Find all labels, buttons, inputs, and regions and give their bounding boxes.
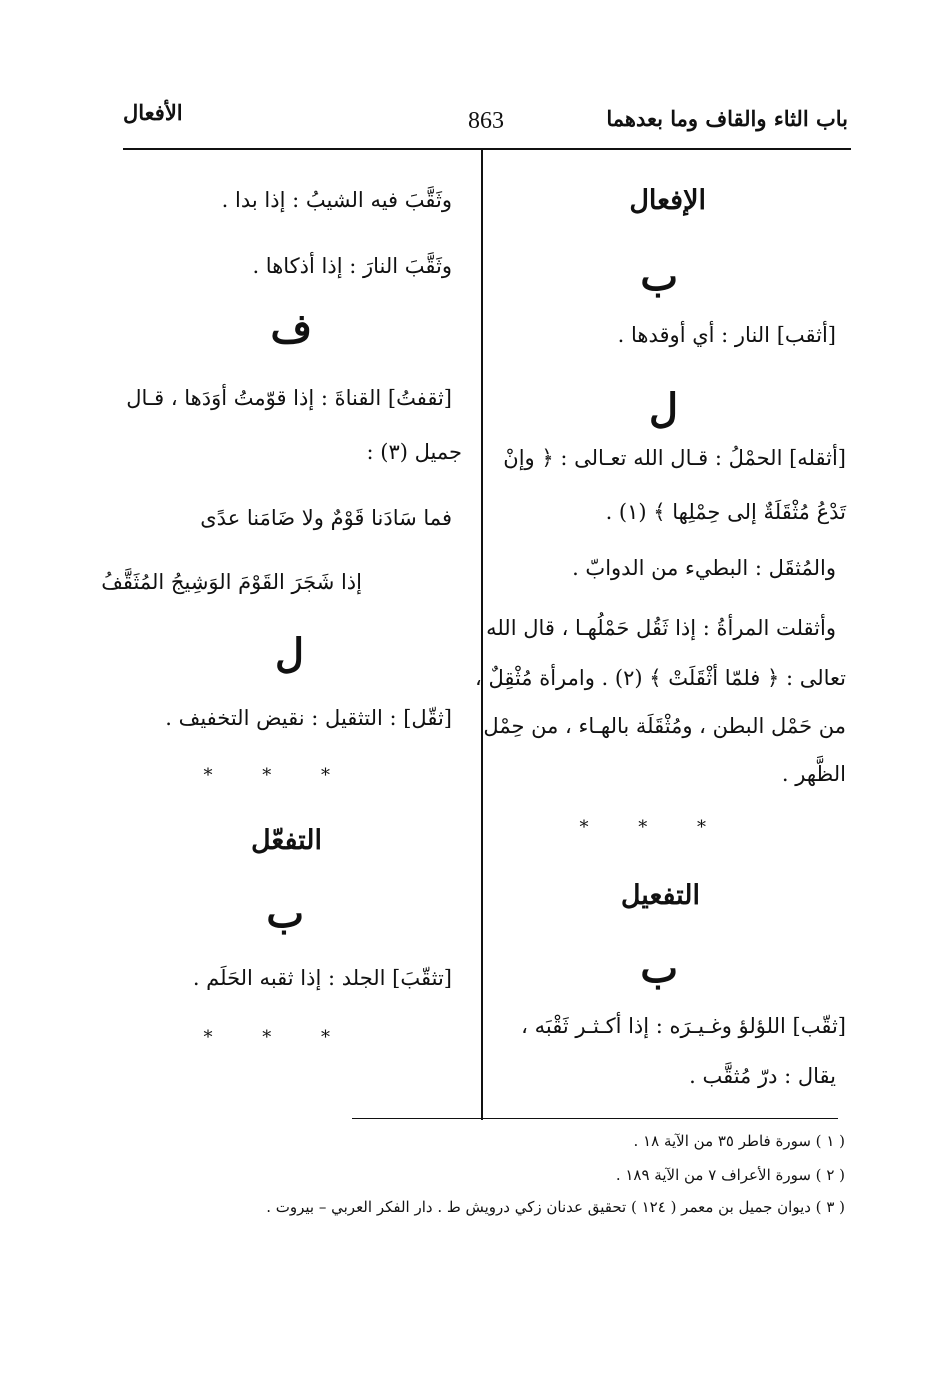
entry-yuqal: يقال : درّ مُثقَّب . xyxy=(689,1064,836,1088)
header-rule xyxy=(123,148,851,150)
letter-lam: ل xyxy=(648,385,678,432)
section-title: الأفعال xyxy=(123,100,183,125)
entry-thaqqab-shayb: وثَقَّبَ فيه الشيبُ : إذا بدا . xyxy=(221,188,452,212)
footnote-rule xyxy=(352,1118,838,1119)
letter-ba-2: ب xyxy=(640,945,678,992)
heading-tafaul: التفعّل xyxy=(250,825,322,856)
entry-jamil: جميل (٣) : xyxy=(366,440,462,464)
entry-text-end: الظَّهر . xyxy=(781,762,846,786)
separator-stars: * * * xyxy=(579,817,728,838)
footnote-3: ( ٣ ) ديوان جميل بن معمر ( ١٢٤ ) تحقيق عدنان زكي درويش ط . دار الفكر العربي – بيروت . xyxy=(266,1198,845,1216)
entry-thaqqab: [ثقّب] اللؤلؤ وغـيـرَه : إذا أكـثـر ثَقْبَه ، xyxy=(521,1014,846,1038)
entry-athqalat: وأثقلت المرأةُ : إذا ثَقُل حَمْلُهـا ، قال الله xyxy=(486,616,836,640)
entry-athqab: [أثقب] النار : أي أوقدها . xyxy=(617,323,836,347)
entry-thaqqal: [ثقّل] : التثقيل : نقيض التخفيف . xyxy=(165,706,452,730)
entry-athqalahu: [أثقله] الحمْلُ : قـال الله تعـالى : ﴿ وإنْ xyxy=(503,446,846,470)
entry-text-cont: من حَمْل البطن ، ومُثْقَلَة بالهـاء ، من حِمْل xyxy=(483,714,846,738)
separator-stars-3: * * * xyxy=(203,1027,352,1048)
letter-fa: ف xyxy=(270,305,312,352)
letter-lam-2: ل xyxy=(274,630,304,677)
heading-ifaal: الإفعال xyxy=(629,185,706,216)
footnote-1: ( ١ ) سورة فاطر ٣٥ من الآية ١٨ . xyxy=(633,1132,845,1150)
page-number: 863 xyxy=(468,108,504,134)
letter-ba: ب xyxy=(640,253,678,300)
column-divider xyxy=(481,150,483,1120)
quran-verse-1: تَدْعُ مُثْقَلَةٌ إلى حِمْلِها ﴾ (١) . xyxy=(605,500,846,524)
poem-verse-2: إذا شَجَرَ القَوْمَ الوَشِيجُ المُثَقَّفُ xyxy=(101,570,362,594)
heading-tafil: التفعيل xyxy=(620,880,700,911)
chapter-title: باب الثاء والقاف وما بعدهما xyxy=(606,106,848,131)
separator-stars-2: * * * xyxy=(203,765,352,786)
footnote-2: ( ٢ ) سورة الأعراف ٧ من الآية ١٨٩ . xyxy=(615,1166,845,1184)
quran-verse-2: تعالى : ﴿ فلمّا أثْقَلَتْ ﴾ (٢) . وامرأة مُثْقِلٌ ، xyxy=(474,666,846,690)
entry-tathaqqab: [تثقّبَ] الجلد : إذا ثقبه الحَلَم . xyxy=(192,966,452,990)
poem-verse-1: فما سَادَنا قَوْمٌ ولا ضَامَنا عدًى xyxy=(200,506,452,530)
letter-ba-3: ب xyxy=(266,890,304,937)
entry-thaqqab-nar: وثَقَّبَ النارَ : إذا أذكاها . xyxy=(252,254,452,278)
entry-thaqaft: [ثقفتُ] القناةَ : إذا قوّمتُ أوَدَها ، قـال xyxy=(126,386,452,410)
entry-muthqal: والمُثقَل : البطيء من الدوابّ . xyxy=(572,556,836,580)
